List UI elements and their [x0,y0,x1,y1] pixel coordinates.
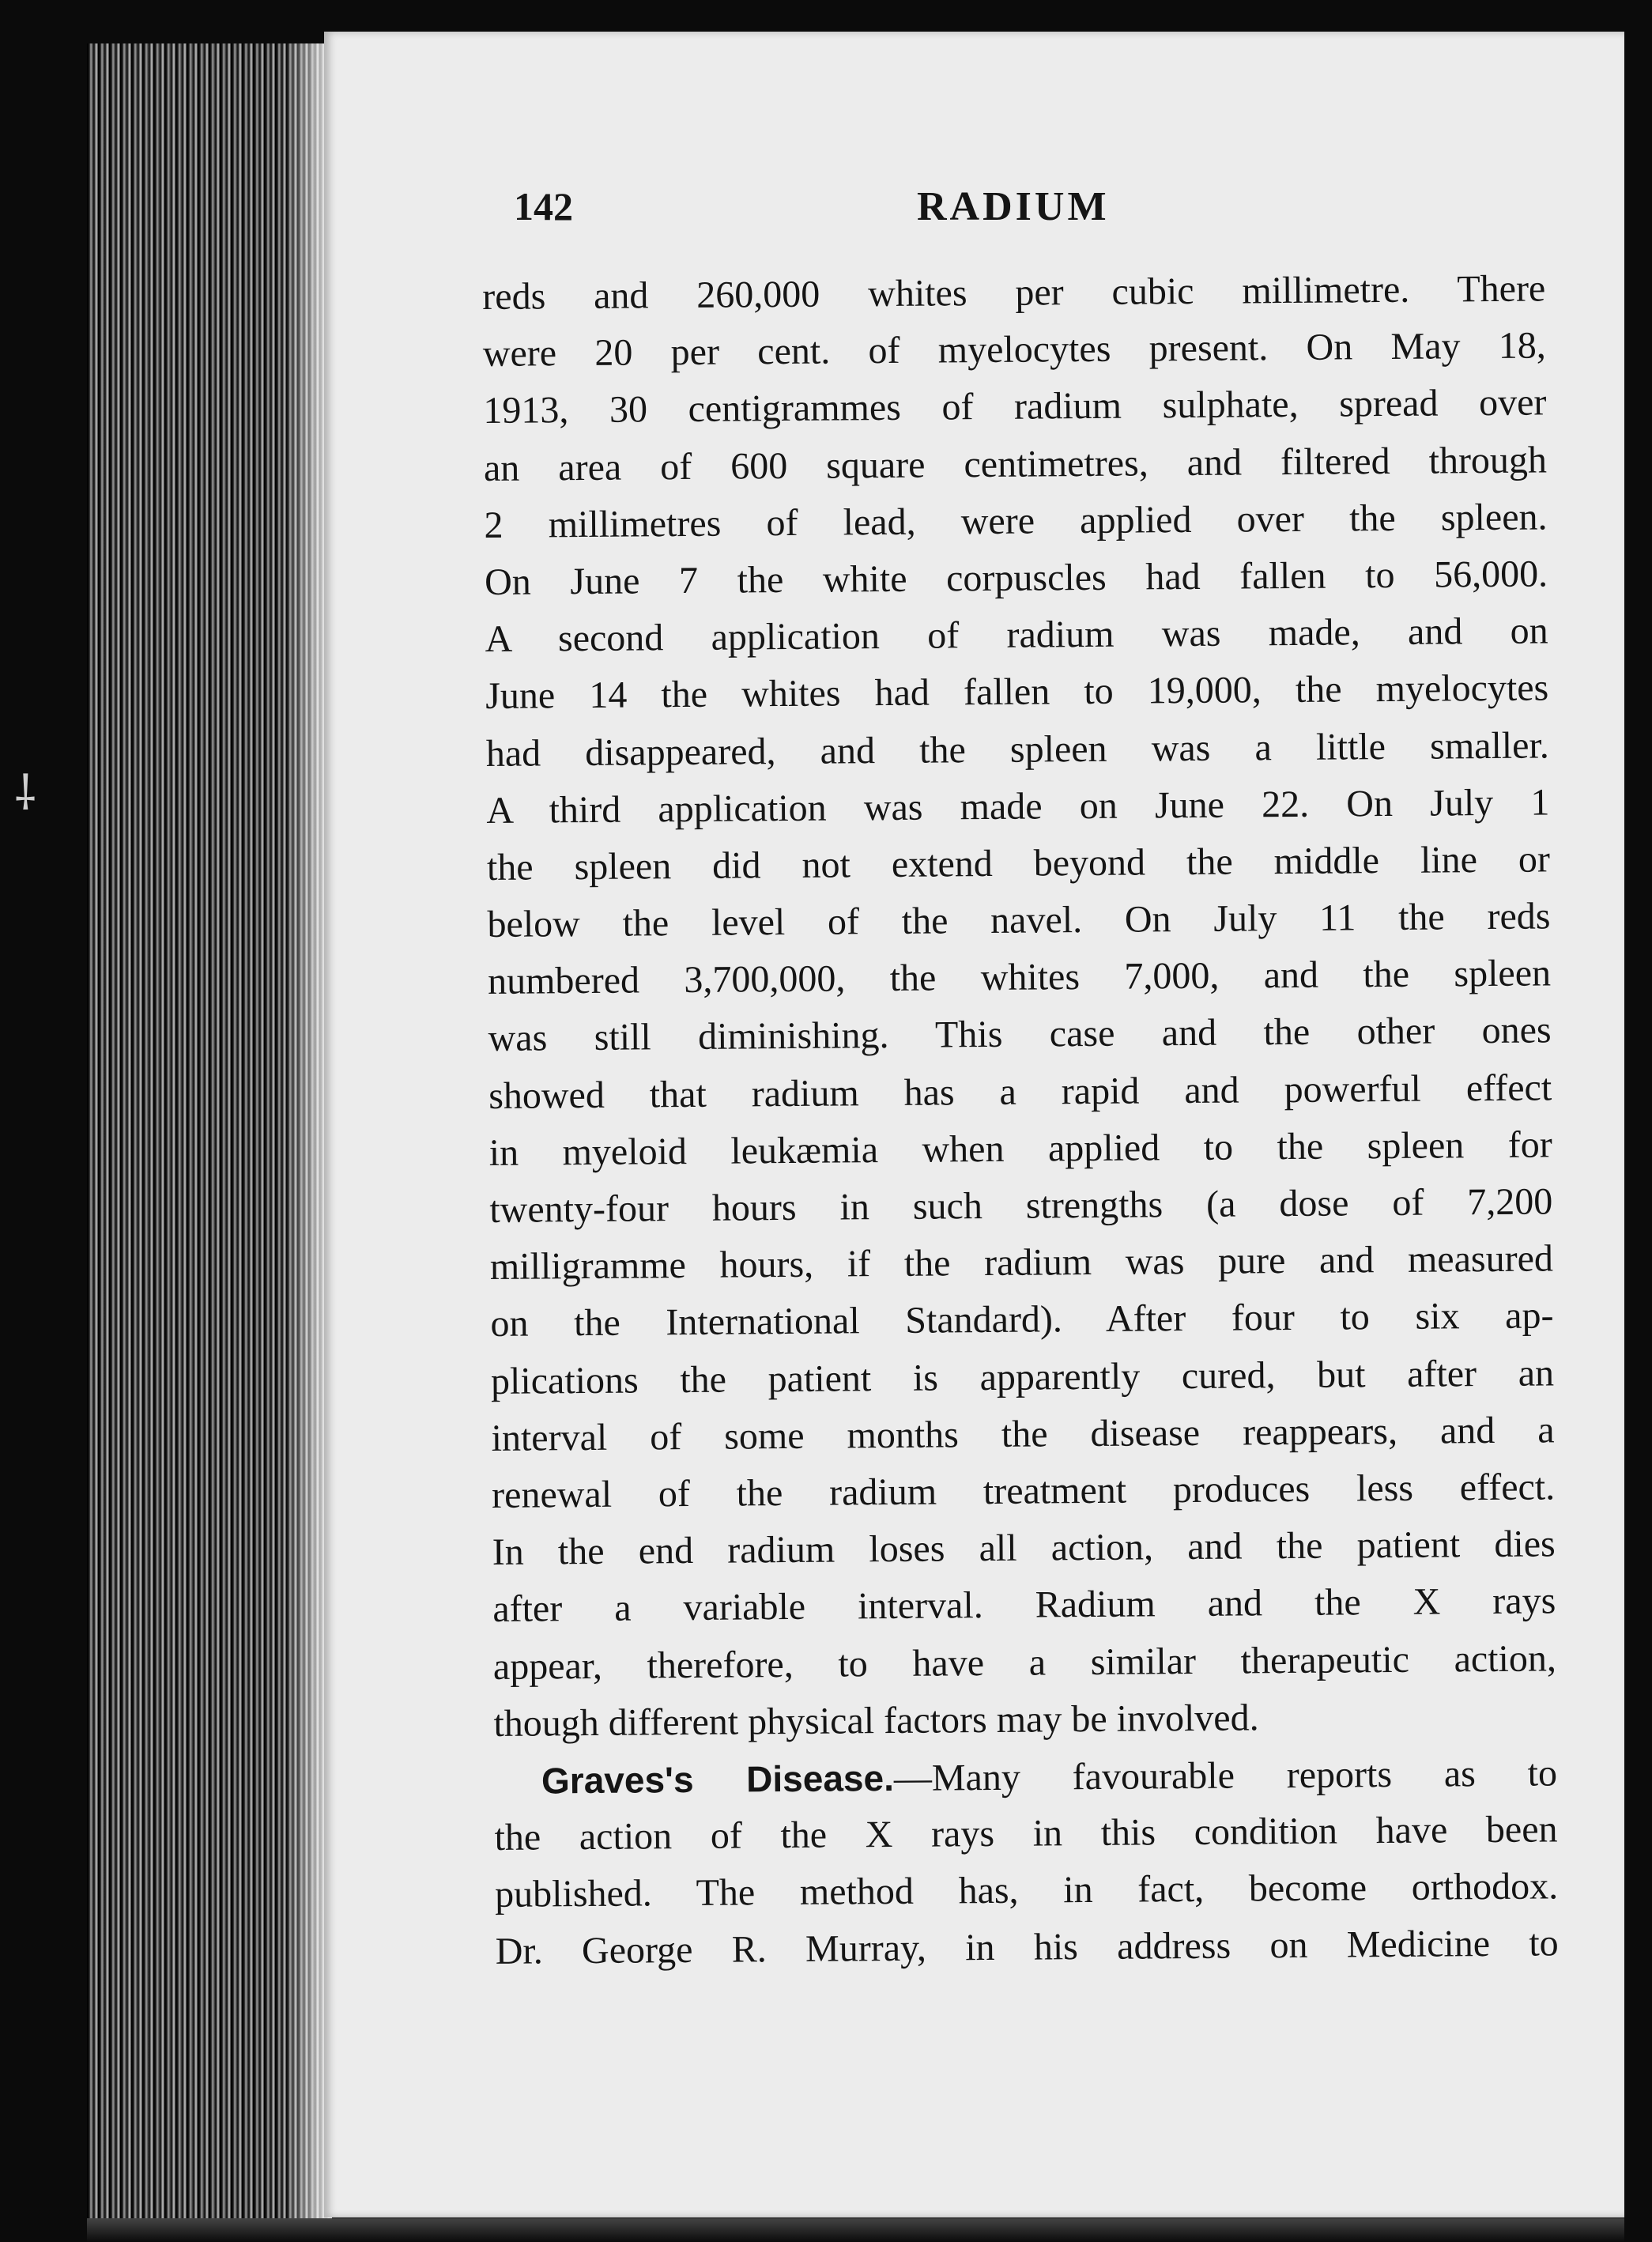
text-line: reds and 260,000 whites per cubic millimetre. There [482,267,1546,318]
text-line: 1913, 30 centigrammes of radium sulphate, spread over [483,381,1547,432]
margin-mark-left: ⸸ [14,766,37,821]
text-line: In the end radium loses all action, and the patient dies [492,1523,1556,1574]
section-heading: Graves's Disease. [541,1757,895,1802]
section-first-line [494,1744,1558,1810]
running-title: RADIUM [917,184,1110,229]
text-line: numbered 3,700,000, the whites 7,000, and the spleen [487,952,1552,1003]
text-line: published. The method has, in fact, become orthodox. [494,1865,1559,1916]
text-line: plications the patient is apparently cured, but after an [490,1351,1555,1402]
text-line: though different physical factors may be involved. [493,1697,1259,1745]
text-line: an area of 600 square centimetres, and filtered through [483,438,1548,489]
text-line: renewal of the radium treatment produces less effect. [491,1466,1556,1516]
text-line: below the level of the navel. On July 11 the reds [487,895,1551,946]
page-edges [87,43,332,2225]
running-head [514,183,1518,247]
text-line: after a variable interval. Radium and the X rays [492,1580,1556,1631]
text-line: A second application of radium was made, and on [485,610,1548,661]
text-line: the spleen did not extend beyond the middle line or [486,838,1551,889]
text-line: on the International Standard). After four to six ap- [490,1294,1554,1346]
text-line: the action of the X rays in this condition have been [494,1808,1558,1859]
text-line: interval of some months the disease reappears, and a [491,1409,1555,1459]
section-first-line-text: —Many favourable reports as to [893,1752,1558,1799]
text-line: twenty-four hours in such strengths (a dose of 7,200 [489,1180,1553,1231]
text-line: had disappeared, and the spleen was a little smaller. [485,723,1549,775]
text-line: in myeloid leukæmia when applied to the spleen for [488,1123,1552,1174]
text-line: showed that radium has a rapid and powerful effect [488,1066,1552,1117]
text-line: On June 7 the white corpuscles had fallen to 56,000. [484,553,1548,603]
text-line: A third application was made on June 22. On July 1 [486,781,1550,832]
text-line: Dr. George R. Murray, in his address on Medicine to [495,1922,1559,1973]
body-text [482,260,1559,1980]
text-line: June 14 the whites had fallen to 19,000, the myelocytes [485,666,1549,718]
text-line: were 20 per cent. of myelocytes present. On May 18, [482,324,1547,376]
page-number: 142 [514,184,573,228]
text-line: was still diminishing. This case and the other ones [488,1009,1552,1060]
text-line: 2 millimetres of lead, were applied over the spleen. [484,496,1548,546]
text-line: milligramme hours, if the radium was pure and measured [489,1237,1554,1289]
page-bottom-edge [87,2218,1624,2242]
text-line: appear, therefore, to have a similar therapeutic action, [492,1636,1557,1688]
